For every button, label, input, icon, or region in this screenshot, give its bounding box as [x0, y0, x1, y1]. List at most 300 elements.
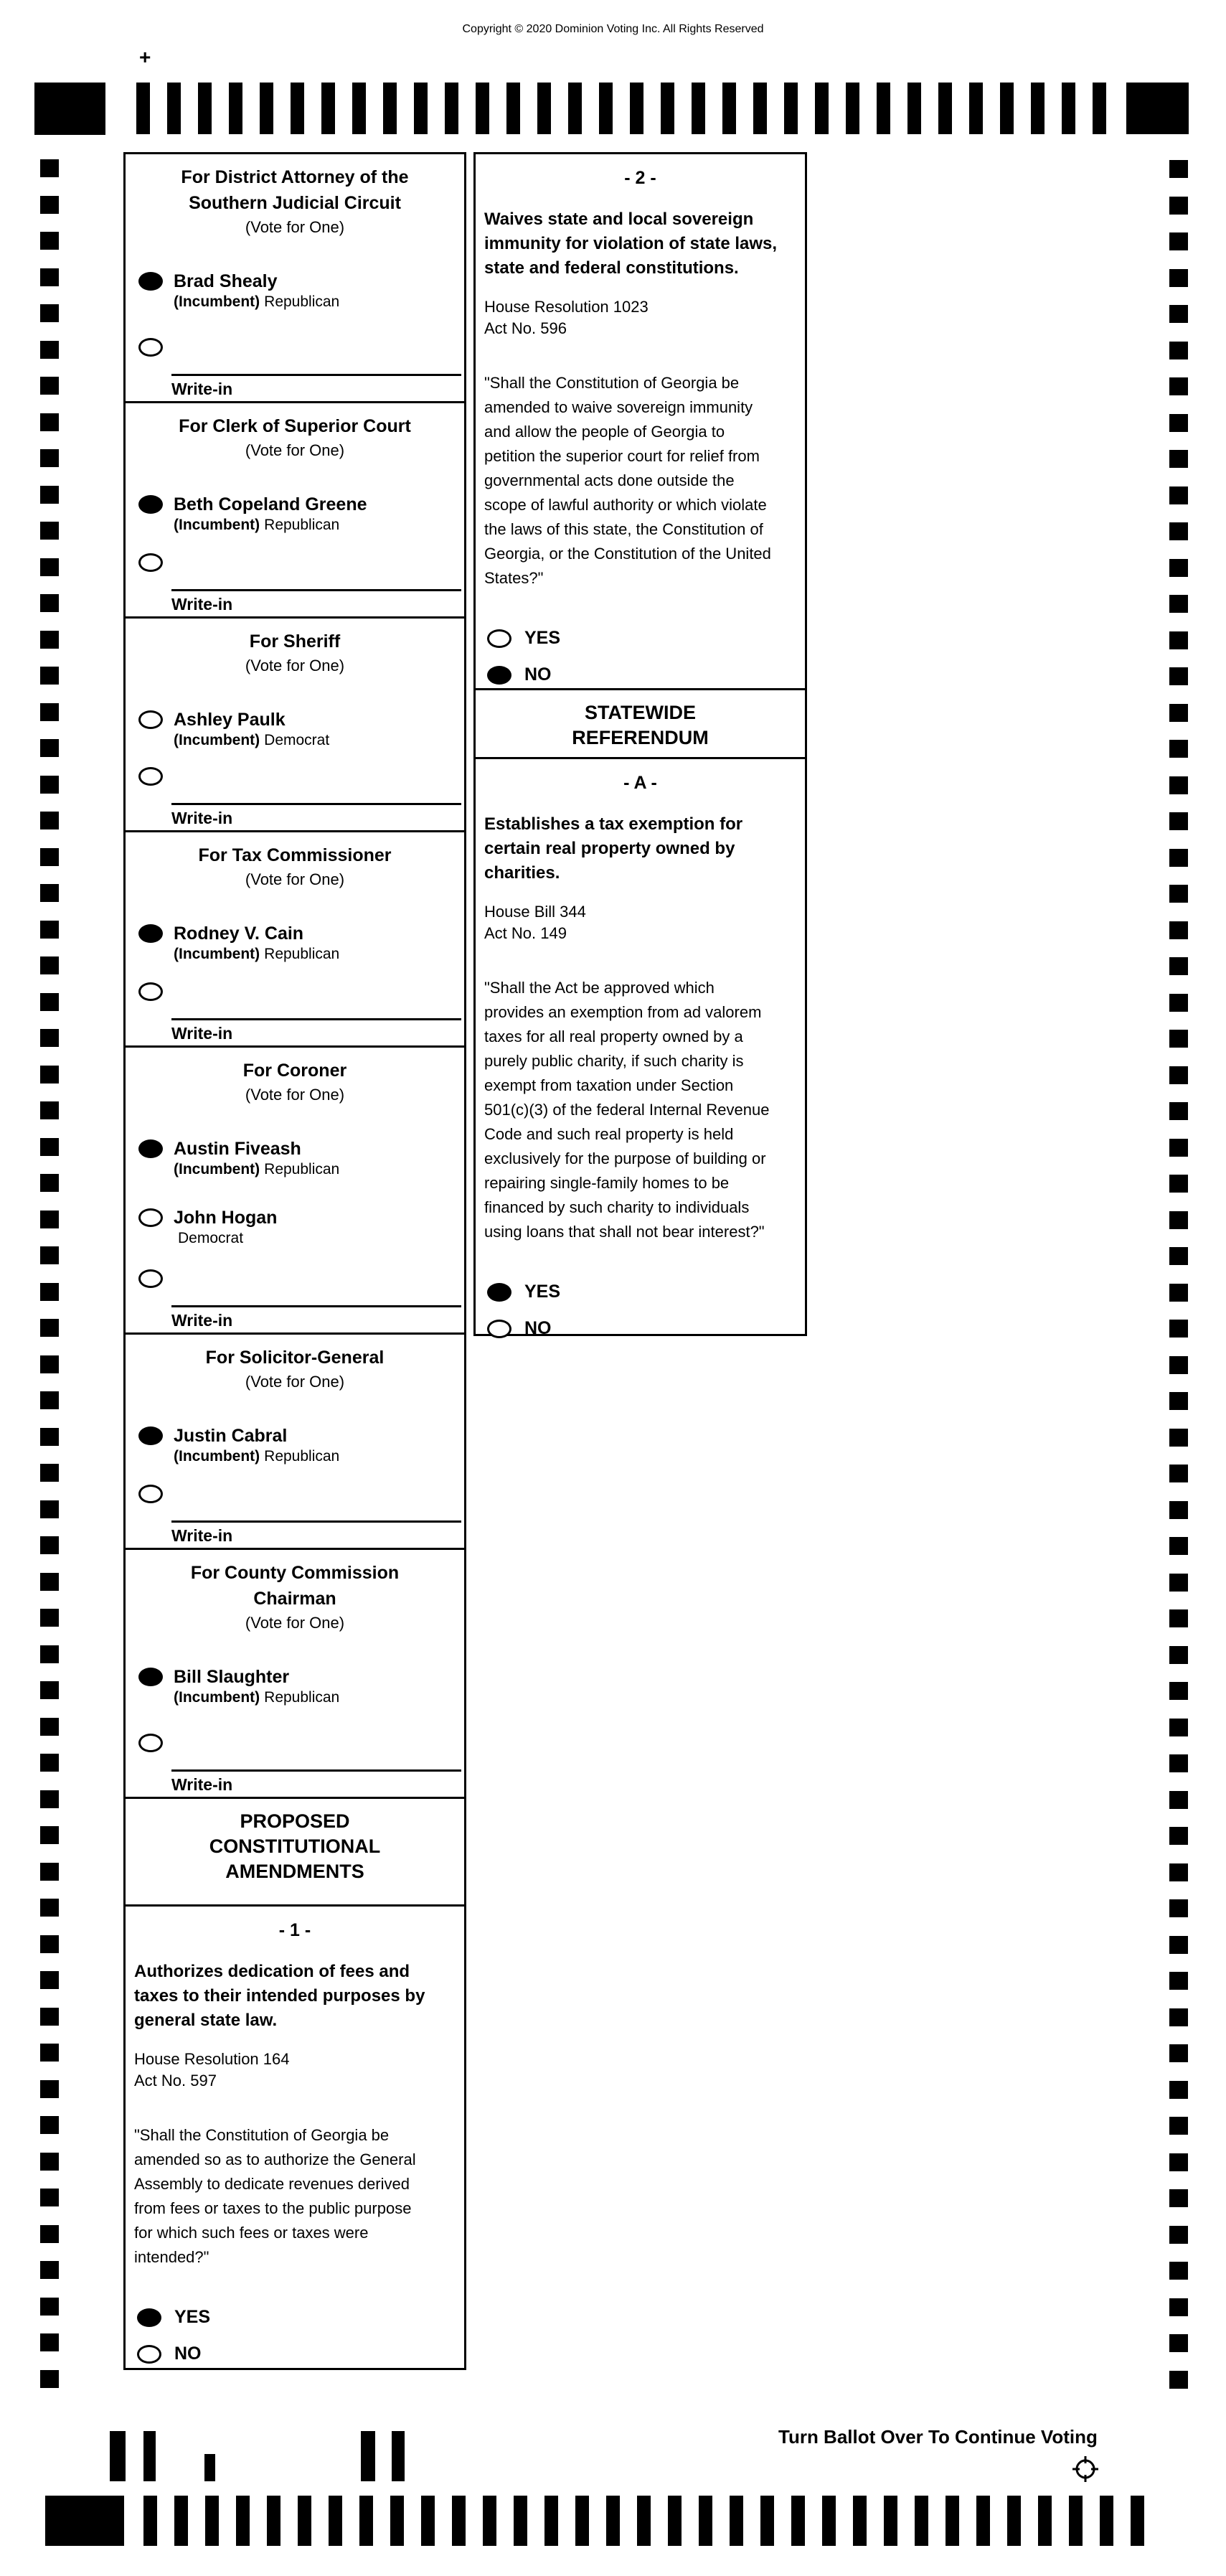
- section-header-statewide-referendum: [473, 688, 807, 759]
- timing-mark-top: [1000, 83, 1014, 134]
- candidate-party: [174, 292, 339, 312]
- timing-mark-left: [40, 1355, 59, 1373]
- timing-mark-left: [40, 2333, 59, 2351]
- candidate-info: [174, 709, 329, 751]
- measure-summary-line: charities.: [484, 863, 560, 883]
- timing-mark-left: [40, 1573, 59, 1591]
- timing-mark-right: [1169, 232, 1188, 250]
- measure-reference-line: House Resolution 1023: [484, 298, 649, 316]
- write-in-label: Write-in: [171, 1024, 233, 1043]
- candidate-bubble-filled[interactable]: [138, 272, 163, 291]
- timing-mark-left: [40, 993, 59, 1011]
- incumbent-label: (Incumbent): [174, 1448, 260, 1465]
- write-in-area[interactable]: [171, 1305, 461, 1331]
- measure-question-line: petition the superior court for relief from: [484, 447, 760, 465]
- timing-mark-right: [1169, 342, 1188, 359]
- ballot-column-left: [123, 152, 466, 2370]
- timing-mark-left: [40, 2080, 59, 2098]
- candidate-info: [174, 1138, 339, 1180]
- race-title: [126, 1058, 464, 1083]
- timing-mark-right: [1169, 957, 1188, 975]
- timing-mark-right: [1169, 2008, 1188, 2026]
- party-name: Republican: [264, 946, 340, 962]
- timing-mark-bottom: [143, 2496, 157, 2546]
- candidate-info: [174, 494, 367, 535]
- timing-mark-top: [938, 83, 952, 134]
- candidate-name: Justin Cabral: [174, 1426, 288, 1446]
- measure-box-amendment-1: [123, 1904, 466, 2370]
- timing-corner-block: [1126, 83, 1189, 134]
- measure-summary-line: certain real property owned by: [484, 839, 735, 858]
- timing-mark-bottom: [1131, 2496, 1144, 2546]
- option-label: YES: [174, 2307, 211, 2327]
- timing-mark-left: [40, 848, 59, 866]
- timing-mark-left: [40, 1174, 59, 1192]
- measure-question-line: exclusively for the purpose of building or: [484, 1150, 766, 1167]
- timing-mark-right: [1169, 595, 1188, 613]
- party-name: Republican: [264, 1161, 340, 1177]
- write-in-option: [138, 1734, 163, 1752]
- timing-mark-bottom: [174, 2496, 188, 2546]
- timing-mark-right: [1169, 1936, 1188, 1954]
- timing-mark-right: [1169, 1030, 1188, 1048]
- timing-mark-right: [1169, 1247, 1188, 1265]
- option-bubble-yes-filled[interactable]: [137, 2308, 161, 2327]
- option-bubble-no[interactable]: [487, 1320, 511, 1338]
- timing-mark-left: [40, 341, 59, 359]
- measure-question-line: scope of lawful authority or which violate: [484, 496, 767, 514]
- candidate-row: [126, 1425, 464, 1467]
- timing-mark-right: [1169, 1139, 1188, 1157]
- timing-mark-left: [40, 1971, 59, 1989]
- timing-mark-right: [1169, 2044, 1188, 2062]
- write-in-option: [138, 553, 163, 572]
- timing-mark-left: [40, 232, 59, 250]
- timing-mark-left: [40, 1138, 59, 1156]
- timing-mark-left: [40, 2261, 59, 2279]
- timing-mark-bottom: [421, 2496, 435, 2546]
- measure-summary: [134, 1960, 458, 2033]
- write-in-area[interactable]: [171, 1018, 461, 1044]
- measure-number: - 2 -: [624, 168, 656, 188]
- race-box-coroner: [123, 1045, 466, 1335]
- candidate-party: [174, 1447, 339, 1467]
- measure-question: [134, 2123, 461, 2270]
- candidate-party: [174, 1688, 339, 1708]
- measure-number: - A -: [623, 773, 657, 793]
- measure-reference: [484, 296, 799, 339]
- race-box-tax-commissioner: [123, 830, 466, 1048]
- candidate-party: [174, 944, 339, 964]
- measure-question-line: exempt from taxation under Section: [484, 1076, 734, 1094]
- candidate-info: [174, 1666, 339, 1708]
- turn-ballot-over-instruction: Turn Ballot Over To Continue Voting: [778, 2426, 1098, 2448]
- registration-crosshair-icon: [1071, 2455, 1100, 2483]
- timing-mark-bottom: [637, 2496, 651, 2546]
- measure-question-line: States?": [484, 569, 544, 587]
- vote-for-instruction: (Vote for One): [245, 870, 345, 888]
- timing-mark-bottom: [853, 2496, 867, 2546]
- candidate-name: Bill Slaughter: [174, 1667, 290, 1687]
- timing-mark-bottom: [359, 2496, 373, 2546]
- timing-mark-top: [352, 83, 366, 134]
- candidate-party: [174, 730, 329, 751]
- ballot-column-right: [473, 152, 807, 1336]
- timing-mark-left: [40, 1935, 59, 1953]
- race-box-county-commission-chairman: [123, 1548, 466, 1799]
- timing-mark-bottom: [390, 2496, 404, 2546]
- timing-mark-left: [40, 1391, 59, 1409]
- measure-question-line: provides an exemption from ad valorem: [484, 1003, 762, 1021]
- timing-mark-right: [1169, 305, 1188, 323]
- timing-mark-left: [40, 1826, 59, 1844]
- measure-option-row: [126, 2307, 464, 2328]
- write-in-label: Write-in: [171, 1775, 233, 1794]
- measure-question-line: Georgia, or the Constitution of the United: [484, 545, 771, 563]
- write-in-bubble[interactable]: [138, 338, 163, 357]
- timing-mark-right: [1169, 1719, 1188, 1736]
- timing-mark-left: [40, 268, 59, 286]
- timing-mark-right: [1169, 740, 1188, 758]
- timing-mark-top: [506, 83, 520, 134]
- timing-mark-bottom: [884, 2496, 897, 2546]
- timing-mark-right: [1169, 921, 1188, 939]
- timing-mark-left: [40, 2298, 59, 2316]
- option-bubble-yes[interactable]: [487, 629, 511, 648]
- timing-mark-left: [40, 1718, 59, 1736]
- timing-mark-right: [1169, 414, 1188, 432]
- timing-mark-left: [40, 594, 59, 612]
- vote-for-instruction: (Vote for One): [245, 1086, 345, 1104]
- timing-mark-left: [40, 1101, 59, 1119]
- barcode-bar: [143, 2431, 156, 2481]
- measure-summary-line: immunity for violation of state laws,: [484, 234, 778, 253]
- timing-mark-right: [1169, 994, 1188, 1012]
- timing-mark-bottom: [946, 2496, 959, 2546]
- candidate-info: [174, 1207, 277, 1249]
- timing-mark-right: [1169, 2081, 1188, 2099]
- measure-box-referendum-a: [473, 757, 807, 1336]
- measure-option-row: [476, 1318, 805, 1339]
- timing-mark-top: [476, 83, 489, 134]
- candidate-info: [174, 923, 339, 964]
- write-in-area[interactable]: [171, 374, 461, 400]
- timing-mark-bottom: [575, 2496, 589, 2546]
- race-title: [126, 629, 464, 654]
- measure-summary: [484, 812, 799, 885]
- timing-mark-right: [1169, 1972, 1188, 1990]
- timing-mark-left: [40, 631, 59, 649]
- timing-mark-left: [40, 1428, 59, 1446]
- candidate-info: [174, 1425, 339, 1467]
- copyright-text: Copyright © 2020 Dominion Voting Inc. All Rights Reserved: [462, 23, 764, 35]
- timing-mark-right: [1169, 1211, 1188, 1229]
- measure-number: - 1 -: [278, 1920, 311, 1940]
- timing-mark-bottom: [483, 2496, 496, 2546]
- measure-summary: [484, 207, 799, 281]
- vote-for-instruction: (Vote for One): [245, 1373, 345, 1391]
- timing-mark-right: [1169, 377, 1188, 395]
- timing-mark-left: [40, 739, 59, 757]
- race-box-district-attorney: [123, 152, 466, 403]
- timing-mark-right: [1169, 1066, 1188, 1084]
- candidate-bubble-empty[interactable]: [138, 1208, 163, 1227]
- option-bubble-no-filled[interactable]: [487, 666, 511, 685]
- timing-mark-left: [40, 377, 59, 395]
- timing-mark-left: [40, 667, 59, 685]
- timing-mark-right: [1169, 559, 1188, 577]
- race-title-line: For District Attorney of the: [181, 167, 409, 187]
- timing-mark-left: [40, 776, 59, 794]
- timing-mark-right: [1169, 1863, 1188, 1881]
- barcode-bar: [204, 2454, 215, 2481]
- write-in-bubble[interactable]: [138, 982, 163, 1001]
- party-name: Democrat: [264, 732, 330, 748]
- timing-mark-right: [1169, 1646, 1188, 1664]
- write-in-bubble[interactable]: [138, 767, 163, 786]
- vote-for-instruction: (Vote for One): [245, 1614, 345, 1632]
- measure-summary-line: Establishes a tax exemption for: [484, 814, 743, 834]
- timing-mark-left: [40, 884, 59, 902]
- candidate-row: [126, 709, 464, 751]
- timing-mark-left: [40, 1319, 59, 1337]
- race-box-solicitor-general: [123, 1332, 466, 1550]
- measure-question-line: "Shall the Constitution of Georgia be: [134, 2126, 390, 2144]
- measure-box-amendment-2: [473, 152, 807, 690]
- timing-mark-top: [229, 83, 242, 134]
- write-in-area[interactable]: [171, 803, 461, 829]
- section-header-line: AMENDMENTS: [225, 1861, 364, 1882]
- timing-mark-right: [1169, 1682, 1188, 1700]
- race-title-line: For Coroner: [242, 1061, 347, 1081]
- measure-reference: [134, 2049, 458, 2092]
- candidate-row: [126, 1138, 464, 1180]
- timing-mark-bottom: [606, 2496, 620, 2546]
- timing-mark-left: [40, 449, 59, 467]
- write-in-label: Write-in: [171, 595, 233, 614]
- measure-question-line: "Shall the Constitution of Georgia be: [484, 374, 740, 392]
- timing-mark-left: [40, 2116, 59, 2134]
- timing-mark-bottom: [1069, 2496, 1083, 2546]
- timing-mark-bottom: [668, 2496, 682, 2546]
- timing-mark-left: [40, 1681, 59, 1699]
- write-in-option: [138, 1269, 163, 1288]
- timing-mark-right: [1169, 486, 1188, 504]
- timing-mark-right: [1169, 1102, 1188, 1120]
- write-in-option: [138, 1485, 163, 1503]
- incumbent-label: (Incumbent): [174, 732, 260, 748]
- timing-mark-top: [198, 83, 212, 134]
- race-title-line: For Clerk of Superior Court: [179, 416, 411, 436]
- vote-for-instruction: (Vote for One): [245, 218, 345, 236]
- timing-mark-bottom: [298, 2496, 311, 2546]
- timing-mark-bottom: [544, 2496, 558, 2546]
- timing-mark-top: [136, 83, 150, 134]
- race-title: [126, 413, 464, 439]
- barcode-bar: [110, 2431, 126, 2481]
- race-title: [126, 1560, 464, 1612]
- timing-mark-top: [815, 83, 829, 134]
- option-bubble-yes-filled[interactable]: [487, 1283, 511, 1302]
- timing-mark-right: [1169, 1501, 1188, 1519]
- timing-mark-left: [40, 812, 59, 829]
- timing-mark-top: [907, 83, 921, 134]
- timing-mark-top: [692, 83, 705, 134]
- write-in-bubble[interactable]: [138, 1485, 163, 1503]
- timing-mark-right: [1169, 1537, 1188, 1555]
- timing-mark-left: [40, 196, 59, 214]
- timing-mark-right: [1169, 631, 1188, 649]
- measure-summary-line: taxes to their intended purposes by: [134, 1986, 425, 2006]
- measure-question-line: the laws of this state, the Constitution of: [484, 520, 763, 538]
- timing-mark-right: [1169, 885, 1188, 903]
- timing-mark-left: [40, 2044, 59, 2062]
- timing-mark-top: [260, 83, 273, 134]
- write-in-bubble[interactable]: [138, 553, 163, 572]
- candidate-info: [174, 271, 339, 312]
- timing-mark-right: [1169, 1392, 1188, 1410]
- candidate-bubble-empty[interactable]: [138, 710, 163, 729]
- barcode-bar: [392, 2431, 405, 2481]
- candidate-bubble-filled[interactable]: [138, 1668, 163, 1686]
- timing-mark-left: [40, 2153, 59, 2171]
- race-title-line: For Tax Commissioner: [198, 845, 392, 865]
- timing-mark-left: [40, 1283, 59, 1301]
- timing-mark-right: [1169, 1827, 1188, 1845]
- timing-mark-right: [1169, 667, 1188, 685]
- candidate-party: [174, 515, 367, 535]
- timing-mark-right: [1169, 1429, 1188, 1447]
- write-in-option: [138, 767, 163, 786]
- timing-mark-left: [40, 413, 59, 431]
- measure-question-line: 501(c)(3) of the federal Internal Revenue: [484, 1101, 770, 1119]
- timing-mark-right: [1169, 2371, 1188, 2389]
- write-in-area[interactable]: [171, 1520, 461, 1546]
- candidate-row: [126, 494, 464, 535]
- measure-reference-line: House Resolution 164: [134, 2050, 290, 2068]
- candidate-name: Ashley Paulk: [174, 710, 286, 730]
- candidate-name: Brad Shealy: [174, 271, 278, 291]
- timing-mark-bottom: [267, 2496, 280, 2546]
- timing-mark-left: [40, 522, 59, 540]
- candidate-bubble-filled[interactable]: [138, 1426, 163, 1445]
- timing-mark-left: [40, 921, 59, 939]
- candidate-bubble-filled[interactable]: [138, 1139, 163, 1158]
- measure-question-line: amended to waive sovereign immunity: [484, 398, 753, 416]
- timing-mark-top: [753, 83, 767, 134]
- incumbent-label: (Incumbent): [174, 946, 260, 962]
- measure-question-line: financed by such charity to individuals: [484, 1198, 750, 1216]
- option-label: NO: [524, 1318, 552, 1338]
- timing-mark-bottom: [514, 2496, 527, 2546]
- timing-mark-right: [1169, 1791, 1188, 1809]
- timing-corner-block: [34, 83, 105, 135]
- timing-mark-right: [1169, 522, 1188, 540]
- measure-question: [484, 371, 802, 591]
- write-in-bubble[interactable]: [138, 1734, 163, 1752]
- timing-mark-right: [1169, 2117, 1188, 2135]
- timing-mark-bottom: [452, 2496, 466, 2546]
- measure-question-line: for which such fees or taxes were: [134, 2224, 369, 2242]
- write-in-option: [138, 338, 163, 357]
- timing-mark-right: [1169, 1609, 1188, 1627]
- timing-mark-top: [568, 83, 582, 134]
- measure-question-line: repairing single-family homes to be: [484, 1174, 730, 1192]
- candidate-name: John Hogan: [174, 1208, 278, 1228]
- timing-mark-left: [40, 1464, 59, 1482]
- measure-option-row: [476, 664, 805, 685]
- timing-mark-left: [40, 1754, 59, 1772]
- timing-mark-left: [40, 1790, 59, 1808]
- barcode-bar: [361, 2431, 375, 2481]
- timing-mark-bottom: [760, 2496, 774, 2546]
- timing-mark-right: [1169, 2262, 1188, 2280]
- measure-question-line: purely public charity, if such charity is: [484, 1052, 744, 1070]
- candidate-bubble-filled[interactable]: [138, 924, 163, 943]
- timing-mark-bottom: [822, 2496, 836, 2546]
- timing-mark-right: [1169, 450, 1188, 468]
- timing-mark-right: [1169, 1284, 1188, 1302]
- timing-mark-right: [1169, 1754, 1188, 1772]
- timing-mark-right: [1169, 1356, 1188, 1374]
- measure-reference: [484, 901, 799, 944]
- option-bubble-no[interactable]: [137, 2345, 161, 2364]
- timing-mark-left: [40, 2370, 59, 2388]
- timing-mark-left: [40, 304, 59, 322]
- timing-corner-block: [45, 2496, 124, 2546]
- timing-mark-right: [1169, 2334, 1188, 2352]
- candidate-name: Austin Fiveash: [174, 1139, 301, 1159]
- vote-for-instruction: (Vote for One): [245, 657, 345, 674]
- race-title-line: For Solicitor-General: [205, 1348, 385, 1368]
- measure-question-line: Assembly to dedicate revenues derived: [134, 2175, 410, 2193]
- timing-mark-right: [1169, 1574, 1188, 1592]
- measure-option-row: [126, 2344, 464, 2364]
- timing-mark-top: [537, 83, 551, 134]
- section-header-line: CONSTITUTIONAL: [209, 1835, 381, 1857]
- timing-mark-right: [1169, 812, 1188, 830]
- timing-mark-left: [40, 159, 59, 177]
- section-header-proposed-constitutional-amendments: [123, 1797, 466, 1907]
- candidate-name: Beth Copeland Greene: [174, 494, 367, 514]
- candidate-name: Rodney V. Cain: [174, 923, 304, 944]
- timing-mark-bottom: [1007, 2496, 1021, 2546]
- measure-question: [484, 976, 802, 1244]
- timing-mark-left: [40, 2225, 59, 2243]
- registration-plus-mark: +: [139, 46, 151, 68]
- timing-mark-right: [1169, 1899, 1188, 1917]
- measure-reference-line: Act No. 597: [134, 2072, 217, 2090]
- race-box-clerk-of-superior-court: [123, 401, 466, 619]
- timing-mark-top: [969, 83, 983, 134]
- write-in-bubble[interactable]: [138, 1269, 163, 1288]
- timing-mark-right: [1169, 1465, 1188, 1482]
- write-in-area[interactable]: [171, 1769, 461, 1795]
- timing-mark-top: [877, 83, 890, 134]
- incumbent-label: (Incumbent): [174, 1689, 260, 1706]
- timing-mark-top: [1062, 83, 1075, 134]
- timing-mark-right: [1169, 704, 1188, 722]
- timing-mark-bottom: [976, 2496, 990, 2546]
- write-in-area[interactable]: [171, 589, 461, 615]
- measure-option-row: [476, 1282, 805, 1302]
- candidate-row: [126, 1666, 464, 1708]
- candidate-bubble-filled[interactable]: [138, 495, 163, 514]
- timing-mark-left: [40, 956, 59, 974]
- write-in-label: Write-in: [171, 1311, 233, 1330]
- timing-mark-top: [445, 83, 458, 134]
- timing-mark-left: [40, 1211, 59, 1228]
